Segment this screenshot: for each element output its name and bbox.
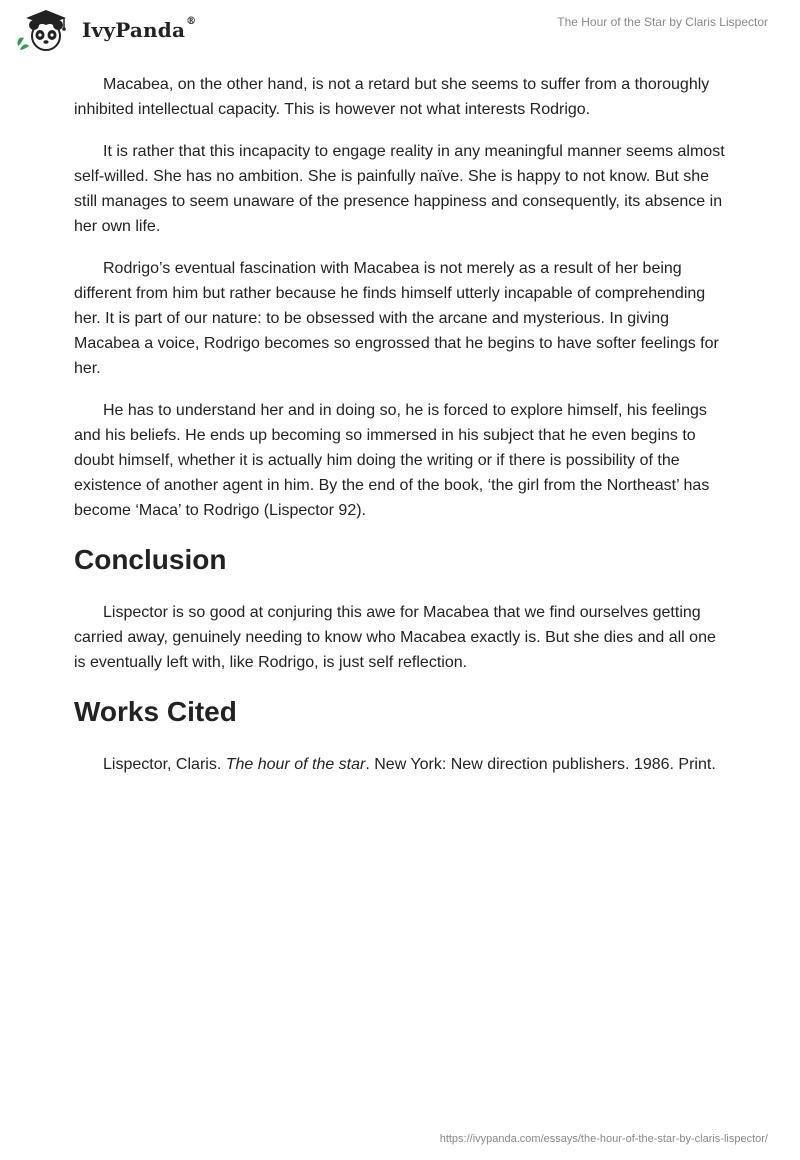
ivypanda-logo[interactable] <box>14 8 196 52</box>
document-title: The Hour of the Star by Claris Lispector <box>557 15 768 29</box>
works-cited-heading: Works Cited <box>74 696 237 727</box>
citation-details: . New York: New direction publishers. 1986. Print. <box>365 756 716 773</box>
citation-entry <box>74 752 726 777</box>
body-paragraph: Macabea, on the other hand, is not a retard but she seems to suffer from a thoroughly inhibited intellectual capacity. This is however not what interests Rodrigo. <box>74 76 710 118</box>
conclusion-heading: Conclusion <box>74 544 227 575</box>
citation-author: Lispector, Claris. <box>103 756 226 773</box>
body-paragraph: He has to understand her and in doing so, he is forced to explore himself, his feelings and his beliefs. He ends up becoming so immersed in his subject that he even begins to doubt himself, whether it is actually him doing the writing or if there is possibility of the existence of another agent in him. By the end of the book, ‘the girl from the Northeast’ has become ‘Maca’ to Rodrigo (Lispector 92). <box>74 402 710 519</box>
citation-title: The hour of the star <box>225 756 366 773</box>
essay-content <box>74 72 726 794</box>
panda-graduate-logo-icon <box>14 8 76 52</box>
page-header <box>0 0 800 60</box>
conclusion-paragraph: Lispector is so good at conjuring this awe for Macabea that we find ourselves getting carried away, genuinely needing to know who Macabea exactly is. But she dies and all one is eventually left with, like Rodrigo, is just self reflection. <box>74 604 716 671</box>
body-paragraph: It is rather that this incapacity to engage reality in any meaningful manner seems almost self-willed. She has no ambition. She is painfully naïve. She is happy to not know. But she still manages to seem unaware of the presence happiness and consequently, its absence in her own life. <box>74 143 725 235</box>
source-url[interactable]: https://ivypanda.com/essays/the-hour-of-the-star-by-claris-lispector/ <box>439 1133 768 1145</box>
body-paragraph: Rodrigo’s eventual fascination with Macabea is not merely as a result of her being different from him but rather because he finds himself utterly incapable of comprehending her. It is part of our nature: to be obsessed with the arcane and mysterious. In giving Macabea a voice, Rodrigo becomes so engrossed that he begins to have softer feelings for her. <box>74 260 719 377</box>
brand-name: IvyPanda® <box>82 16 197 42</box>
